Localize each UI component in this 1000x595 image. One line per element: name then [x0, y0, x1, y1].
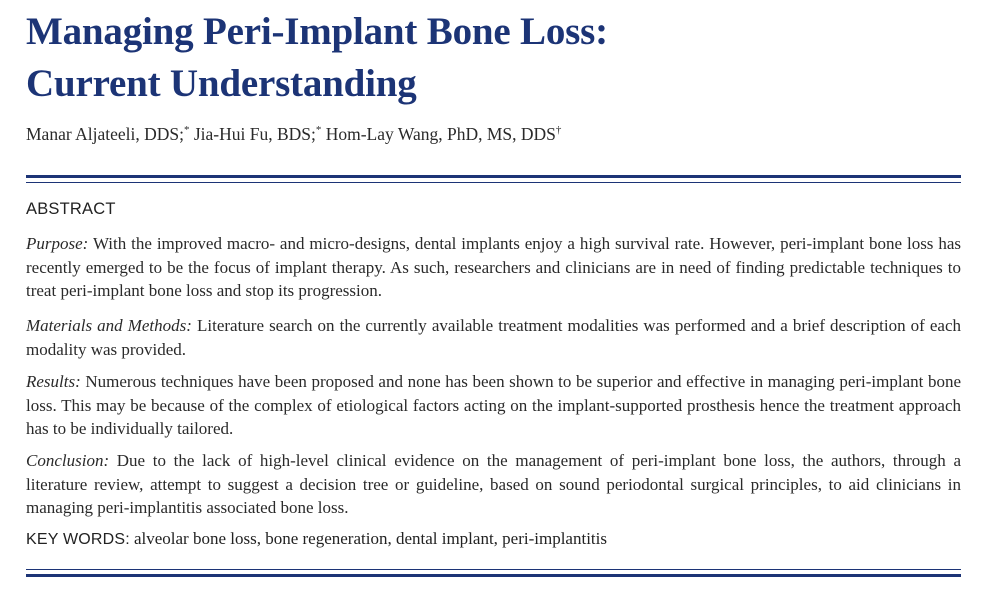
article-title-line-1: Managing Peri-Implant Bone Loss:: [26, 10, 608, 53]
author-name: Manar Aljateeli, DDS;: [26, 124, 184, 144]
section-label: Purpose:: [26, 234, 89, 253]
article-title: [26, 6, 976, 110]
author-mark: †: [555, 124, 562, 136]
author-mark: *: [183, 124, 190, 136]
bottom-divider-thin: [26, 569, 961, 570]
keywords-text: alveolar bone loss, bone regeneration, dental implant, peri-implantitis: [133, 529, 607, 548]
section-label: Conclusion:: [26, 451, 110, 470]
top-divider-thin: [26, 182, 961, 183]
section-text: Numerous techniques have been proposed and none has been shown to be superior and effective in managing peri-implant bone loss. This may be because of the complex of etiological factors acting on the implant-supported prosthesis hence the treatment approach has to be individually tailored.: [26, 372, 961, 438]
author-name: Jia-Hui Fu, BDS;: [193, 124, 316, 144]
section-text: Due to the lack of high-level clinical evidence on the management of peri-implant bone loss, the authors, through a literature review, attempt to suggest a decision tree or guideline, based on sound periodontal surgical principles, to aid clinicians in managing peri-implantitis associated bone loss.: [26, 451, 961, 517]
section-label: Materials and Methods:: [26, 316, 192, 335]
section-text: Literature search on the currently available treatment modalities was performed and a brief description of each modality was provided.: [26, 316, 962, 359]
top-divider-thick: [26, 175, 961, 178]
abstract-heading: ABSTRACT: [26, 200, 116, 218]
abstract-conclusion: [26, 449, 961, 520]
abstract-methods: [26, 314, 961, 361]
section-label: Results:: [26, 372, 81, 391]
author-mark: *: [315, 124, 322, 136]
keywords-label: KEY WORDS:: [26, 531, 130, 548]
abstract-purpose: [26, 232, 961, 303]
author-list: [26, 124, 561, 145]
keywords: [26, 529, 607, 549]
abstract-results: [26, 370, 961, 441]
author-name: Hom-Lay Wang, PhD, MS, DDS: [325, 124, 556, 144]
bottom-divider-thick: [26, 574, 961, 577]
section-text: With the improved macro- and micro-designs, dental implants enjoy a high survival rate. However, peri-implant bone loss has recently emerged to be the focus of implant therapy. As such, researchers and clinicians are in need of finding predictable techniques to treat peri-implant bone loss and stop its progression.: [26, 234, 961, 300]
article-title-line-2: Current Understanding: [26, 62, 417, 105]
